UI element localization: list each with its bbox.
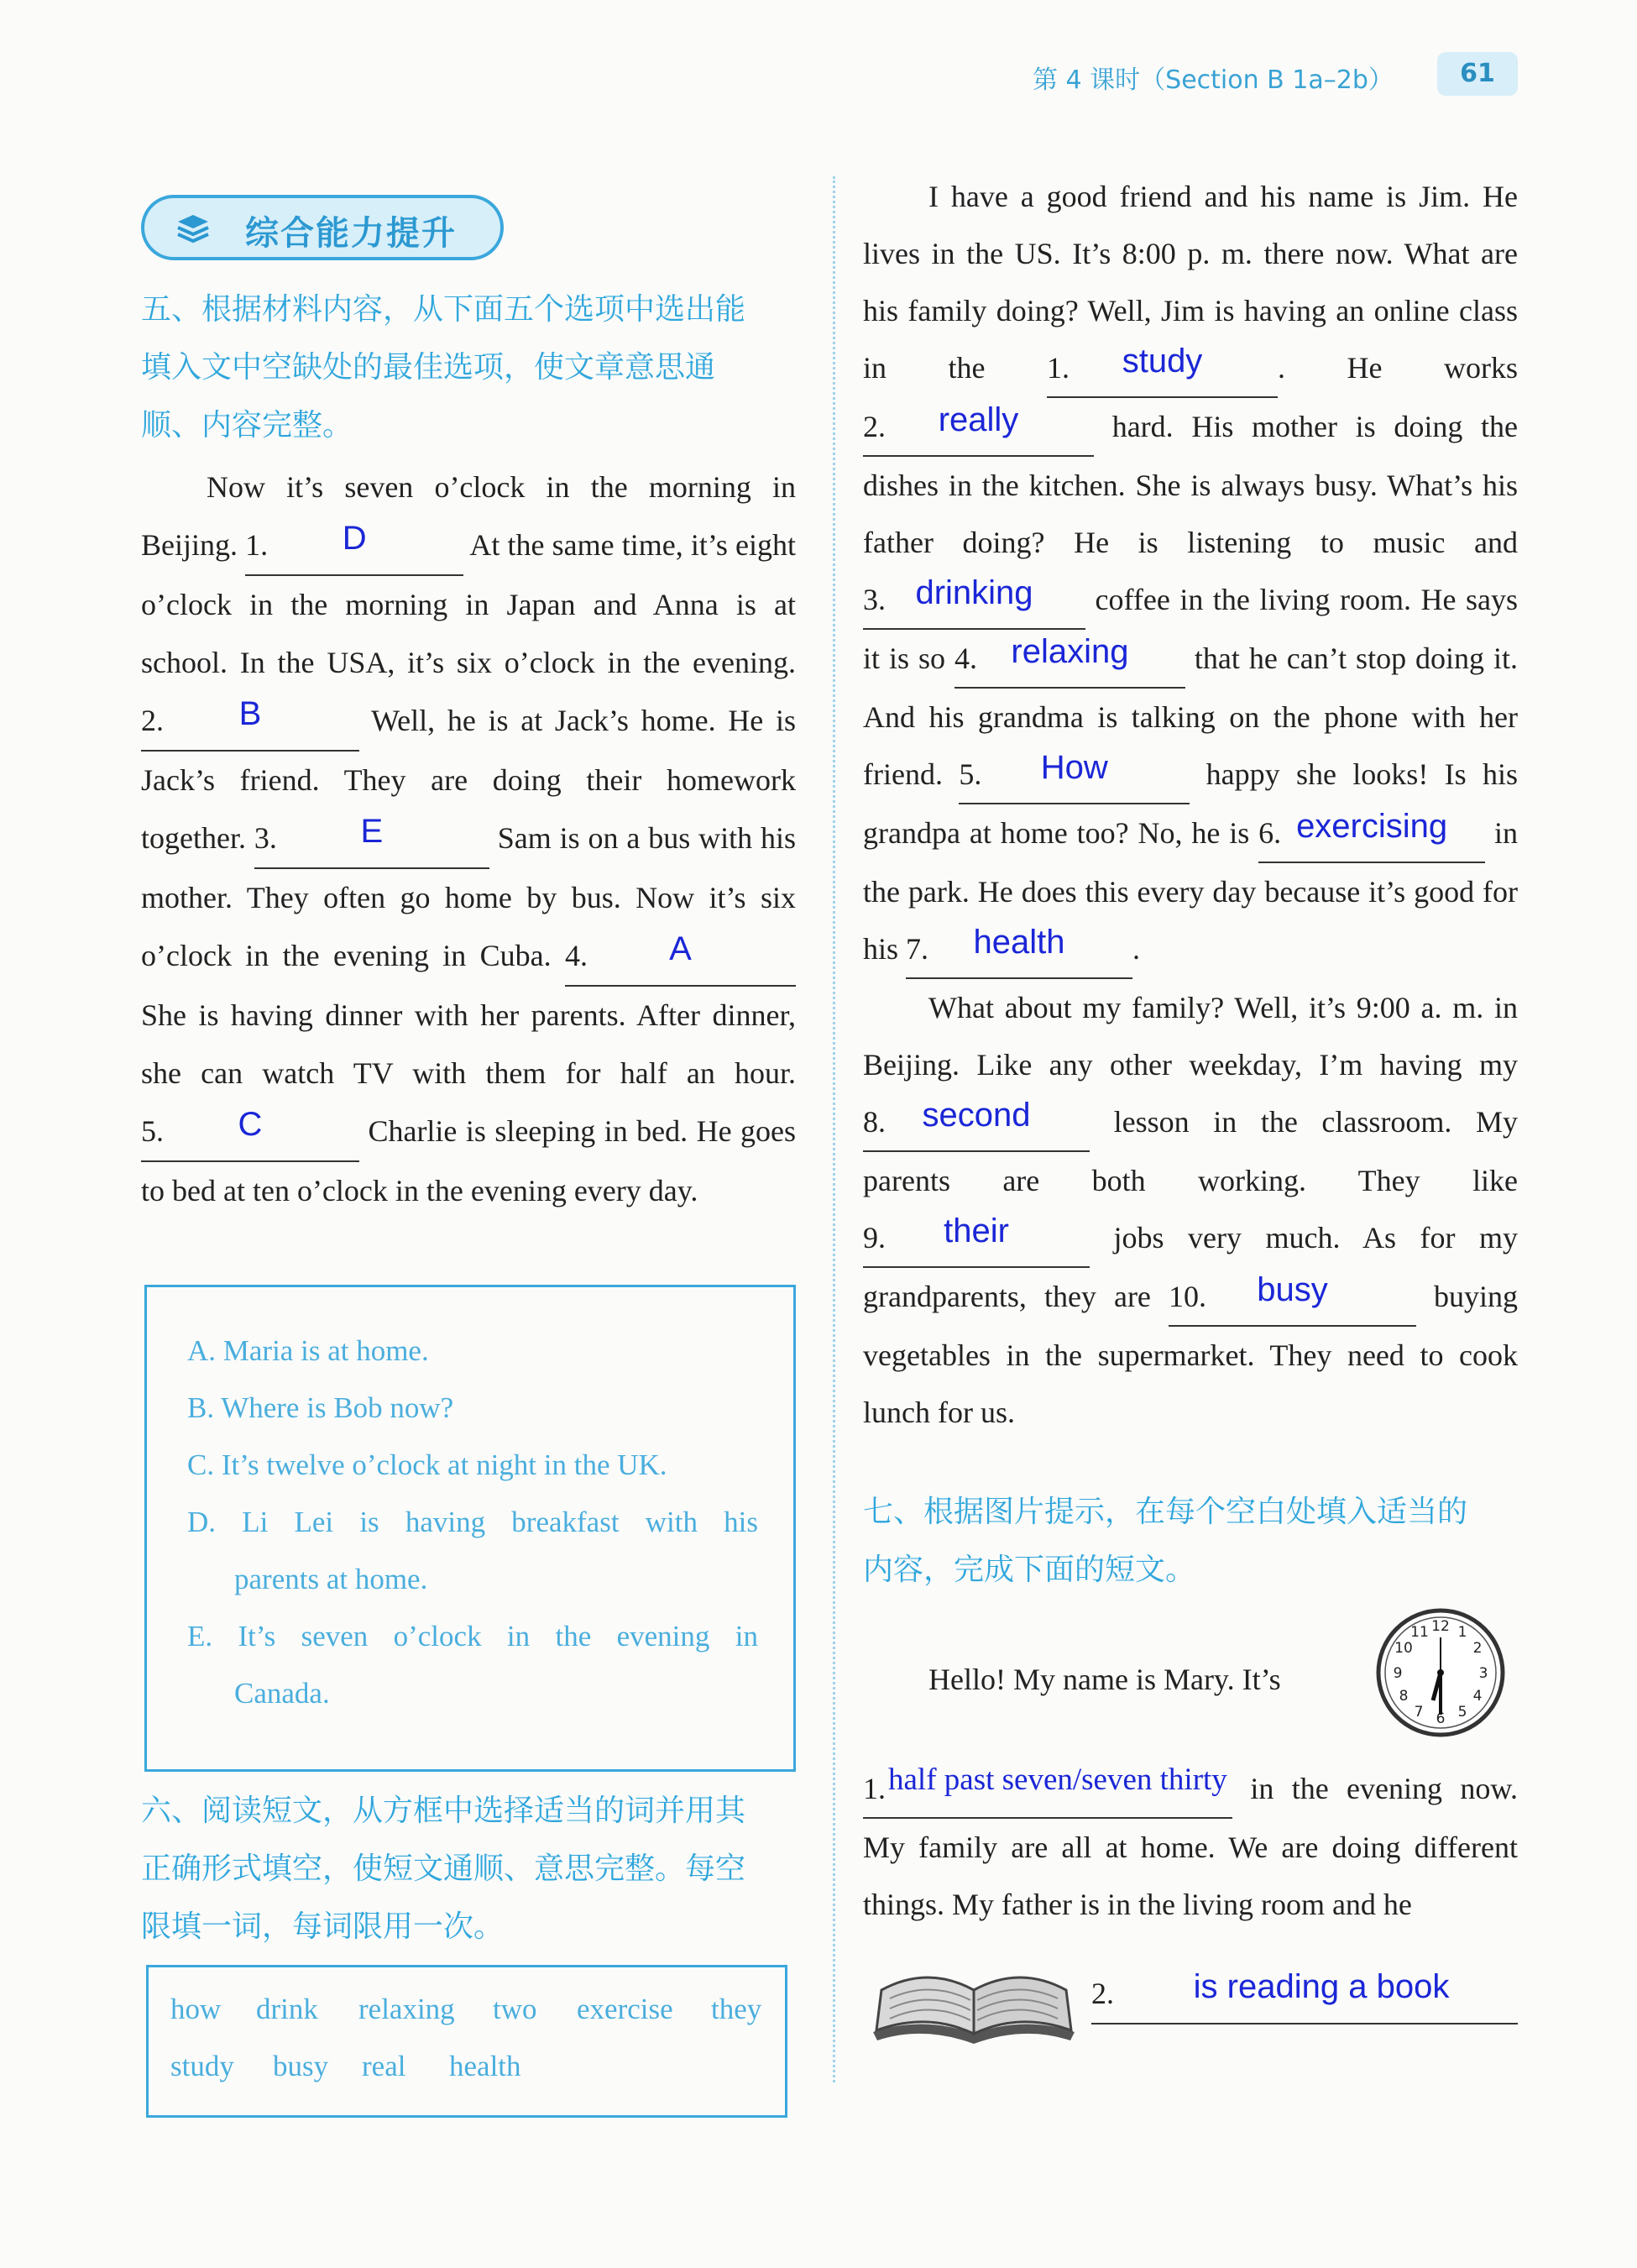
answer-text: busy (1257, 1271, 1328, 1308)
q7-instruction-line: 内容，完成下面的短文。 (863, 1553, 1196, 1587)
q5-options-box (144, 1285, 796, 1772)
q6-instructions (141, 1782, 813, 1956)
answer-text: second (922, 1097, 1031, 1134)
q7-instruction-line: 七、根据图片提示，在每个空白处填入适当的 (863, 1495, 1468, 1529)
word: drink (256, 1993, 318, 2025)
clock-icon (1373, 1605, 1508, 1740)
answer-blank: 2. really (863, 398, 1094, 457)
passage-text: in the park. He does this every day because it’s good for his (863, 816, 1519, 966)
passage-text: Well, he is at Jack’s home. He is Jack’s friend. They are doing their homework together. (141, 704, 796, 855)
q7-instructions (863, 1483, 1535, 1599)
clock-number: 12 (1431, 1618, 1450, 1635)
answer-text: How (1040, 749, 1108, 786)
answer-text: study (1122, 343, 1203, 380)
q7-blank2 (1091, 1965, 1518, 2024)
clock-number: 11 (1410, 1624, 1429, 1641)
option-c: C. It’s twelve o’clock at night in the UK. (187, 1448, 667, 1481)
answer-blank: 4. relaxing (954, 630, 1185, 689)
clock-number: 9 (1393, 1665, 1403, 1682)
passage-text: happy she looks! Is his grandpa at home too? No, he is (863, 757, 1518, 850)
word: busy (273, 2050, 329, 2082)
passage-text: Charlie is sleeping in bed. He goes to bed at ten o’clock in the evening every day. (141, 1114, 797, 1207)
clock-number: 6 (1436, 1710, 1446, 1727)
q6-word-box (146, 1965, 787, 2118)
passage-text: in the evening now. My family are all at home. We are doing different things. My father is in the living room and he (863, 1772, 1519, 1921)
answer-blank: 8. second (863, 1093, 1090, 1152)
answer-text: really (938, 401, 1019, 438)
passage-text: jobs very much. As for my grandparents, they are (863, 1221, 1519, 1313)
answer-blank: 1. D (245, 516, 463, 576)
section-header: 第 4 课时（Section B 1a–2b） (1033, 65, 1394, 95)
q6-passage (863, 168, 1518, 1441)
page-number: 61 (1437, 52, 1518, 96)
q6-instruction-line: 六、阅读短文，从方框中选择适当的词并用其 (141, 1794, 746, 1828)
answer-text: B (238, 695, 262, 732)
answer-blank: 5. How (959, 746, 1190, 804)
answer-blank: 2. B (141, 692, 359, 752)
passage-text: coffee in the living room. He says it is so (863, 583, 1519, 675)
word: how (170, 1993, 222, 2025)
answer-text: is reading a book (1193, 1968, 1450, 2005)
answer-blank: 3. E (254, 809, 489, 869)
clock-number: 2 (1472, 1640, 1483, 1657)
clock-number: 1 (1457, 1624, 1467, 1641)
answer-blank: 6. exercising (1258, 804, 1485, 863)
answer-text: relaxing (1011, 633, 1129, 670)
answer-blank: 10. busy (1169, 1268, 1416, 1327)
answer-blank: 3. drinking (863, 571, 1085, 630)
q5-instruction-line: 顺、内容完整。 (141, 408, 353, 443)
clock-number: 3 (1478, 1665, 1488, 1682)
answer-blank: 7. health (906, 920, 1132, 979)
q6-instruction-line: 限填一词，每词限用一次。 (141, 1909, 505, 1944)
word: real (362, 2050, 406, 2082)
passage-text: . He works (1278, 351, 1519, 385)
word: they (711, 1993, 762, 2025)
passage-text: . (1132, 932, 1141, 966)
option-a: A. Maria is at home. (187, 1334, 429, 1367)
passage-text: hard. His mother is doing the dishes in the kitchen. She is always busy. What’s his father doing? He is listening to music and (863, 410, 1519, 559)
passage-text: What about my family? Well, it’s 9:00 a. m. in Beijing. Like any other weekday, I’m having my (863, 991, 1518, 1082)
open-book-icon (865, 1956, 1083, 2049)
answer-text: C (238, 1106, 263, 1143)
clock-number: 4 (1472, 1688, 1483, 1705)
word: health (449, 2050, 521, 2082)
passage-text: that he can’t stop doing it. And his grandma is talking on the phone with her friend. (863, 642, 1519, 791)
section-badge (141, 195, 504, 260)
q5-instructions (141, 280, 813, 454)
passage-text: Sam is on a bus with his mother. They often go home by bus. Now it’s six o’clock in the evening in Cuba. (141, 821, 797, 972)
passage-text: I have a good friend and his name is Jim. He lives in the US. It’s 8:00 p. m. there now. What are his family doing? Well, Jim is having an online class in the (863, 180, 1518, 385)
stack-icon (176, 213, 210, 244)
option-d: D. Li Lei is having breakfast with his (187, 1506, 758, 1538)
option-e-cont: Canada. (234, 1677, 330, 1710)
word: exercise (577, 1993, 673, 2025)
answer-text: E (360, 813, 384, 850)
q7-passage (863, 1760, 1518, 1933)
q5-instruction-line: 五、根据材料内容，从下面五个选项中选出能 (141, 292, 746, 327)
passage-text: At the same time, it’s eight o’clock in the morning in Japan and Anna is at school. In the USA, it’s six o’clock in the evening. (141, 528, 797, 679)
option-e: E. It’s seven o’clock in the evening in (187, 1620, 758, 1653)
answer-text: half past seven/seven thirty (888, 1763, 1227, 1797)
answer-blank: 2. is reading a book (1091, 1965, 1518, 2024)
passage-text: buying vegetables in the supermarket. They need to cook lunch for us. (863, 1280, 1518, 1429)
answer-text: health (973, 924, 1065, 961)
passage-text: lesson in the classroom. My parents are both working. They like (863, 1105, 1518, 1197)
answer-text: A (669, 930, 692, 967)
clock-number: 5 (1457, 1704, 1467, 1721)
answer-blank: 1. study (1047, 339, 1278, 398)
column-divider (833, 176, 835, 2082)
clock-number: 8 (1399, 1688, 1409, 1705)
q5-passage (141, 458, 796, 1220)
q6-instruction-line: 正确形式填空，使短文通顺、意思完整。每空 (141, 1852, 746, 1886)
answer-blank: 5. C (141, 1103, 359, 1162)
passage-text: She is having dinner with her parents. After dinner, she can watch TV with them for half an hour. (141, 998, 796, 1090)
answer-blank: 4. A (565, 927, 796, 987)
clock-number: 10 (1394, 1640, 1413, 1657)
passage-text: Now it’s seven o’clock in the morning in Beijing. (141, 470, 796, 562)
q5-instruction-line: 填入文中空缺处的最佳选项，使文章意思通 (141, 350, 716, 385)
option-b: B. Where is Bob now? (187, 1391, 454, 1424)
answer-text: drinking (915, 574, 1033, 611)
word: study (170, 2050, 234, 2082)
clock-number: 7 (1414, 1704, 1424, 1721)
answer-blank: 9. their (863, 1209, 1090, 1268)
answer-text: exercising (1296, 808, 1448, 845)
answer-text: their (944, 1213, 1009, 1249)
answer-text: D (342, 520, 367, 557)
q7-intro: Hello! My name is Mary. It’s (928, 1663, 1281, 1696)
word: two (493, 1993, 537, 2025)
answer-blank: 1. half past seven/seven thirty (863, 1760, 1232, 1819)
word: relaxing (358, 1993, 455, 2025)
badge-label: 综合能力提升 (245, 214, 457, 253)
option-d-cont: parents at home. (234, 1563, 428, 1595)
